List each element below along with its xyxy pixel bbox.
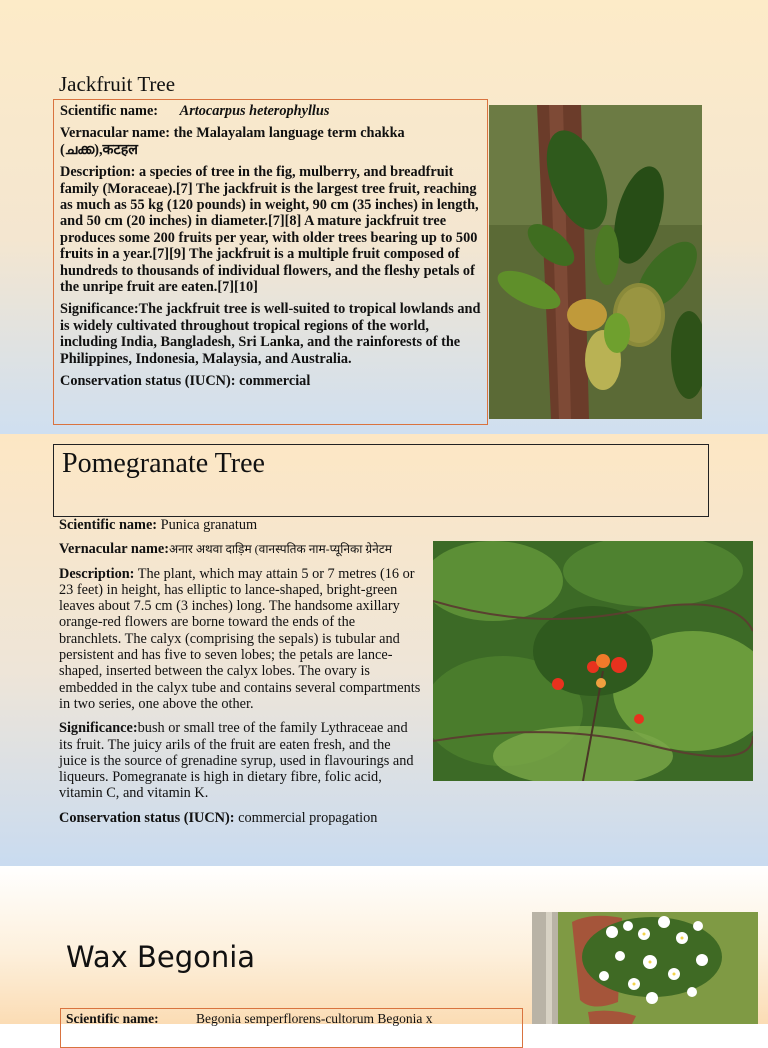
scientific-name-label: Scientific name: [66, 1011, 159, 1026]
jackfruit-info-box [53, 99, 488, 425]
significance-value: bush or small tree of the family Lythraceae and its fruit. The juicy arils of the fruit are eaten fresh, and the juice is the source of grenadine syrup, used in flavourings and liqueurs. Pomegranate is high in dietary fibre, folic acid, vitamin C, and vitamin K. [59, 720, 414, 802]
description-value: The plant, which may attain 5 or 7 metres (16 or 23 feet) in height, has elliptic to lance-shaped, bright-green leaves about 7.5 cm (3 inches) long. The handsome axillary orange-red flowers are borne toward the ends of the branchlets. The calyx (comprising the sepals) is tubular and persistent and has five to seven lobes; the petals are lance-shaped, inserted between the calyx lobes. The ovary is embedded in the calyx tube and contains several compartments in two series, one above the other. [59, 565, 421, 712]
pomegranate-photo [433, 541, 753, 781]
pomegranate-scientific-name [59, 517, 421, 533]
scientific-name-value: Punica granatum [160, 517, 258, 533]
jackfruit-slide [0, 0, 768, 434]
vernacular-name-label: Vernacular name: [59, 541, 169, 558]
pomegranate-vernacular-name [59, 541, 421, 557]
begonia-title: Wax Begonia [66, 940, 256, 974]
pomegranate-title-box [53, 444, 709, 517]
jackfruit-title: Jackfruit Tree [59, 72, 176, 96]
jackfruit-scientific-name [60, 103, 482, 119]
jackfruit-vernacular-name: Vernacular name: the Malayalam language term chakka (ചക്ക),कटहल [60, 125, 405, 158]
jackfruit-significance: Significance:The jackfruit tree is well-suited to tropical lowlands and is widely cultivated throughout tropical regions of the world, including India, Bangladesh, Sri Lanka, and the rainforests of the Philippines, Indonesia, Malaysia, and Australia. [60, 301, 481, 367]
conservation-label: Conservation status (IUCN): [59, 809, 235, 826]
begonia-photo [532, 912, 758, 1024]
scientific-name-label: Scientific name: [60, 103, 159, 119]
significance-label: Significance: [59, 720, 138, 737]
scientific-name-value: Begonia semperflorens-cultorum Begonia x [195, 1011, 433, 1026]
pomegranate-conservation [59, 810, 421, 826]
pomegranate-info [59, 517, 421, 834]
jackfruit-description: Description: a species of tree in the fig, mulberry, and breadfruit family (Moraceae).[7] The jackfruit is the largest tree fruit, reaching as much as 55 kg (120 pounds) in weight, 90 cm (35 inches) in length, and 50 cm (20 inches) in diameter.[7][8] A mature jackfruit tree produces some 200 fruits per year, with older trees bearing up to 500 fruits in a year.[7][9] The jackfruit is a multiple fruit composed of hundreds to thousands of individual flowers, and the fleshy petals of the unripe fruit are eaten.[7][10] [60, 164, 479, 296]
conservation-value: commercial propagation [238, 809, 378, 826]
scientific-name-value: Artocarpus heterophyllus [179, 103, 330, 119]
begonia-info-box [60, 1008, 523, 1048]
description-label: Description: [59, 565, 135, 582]
jackfruit-photo [489, 105, 702, 419]
vernacular-name-value: अनार अथवा दाड़िम (वानस्पतिक नाम-प्यूनिका ग्रेनेटम [169, 542, 392, 557]
pomegranate-significance [59, 720, 421, 801]
pomegranate-description [59, 566, 421, 713]
pomegranate-title: Pomegranate Tree [62, 448, 265, 479]
jackfruit-conservation: Conservation status (IUCN): commercial [60, 373, 311, 390]
scientific-name-label: Scientific name: [59, 517, 158, 533]
